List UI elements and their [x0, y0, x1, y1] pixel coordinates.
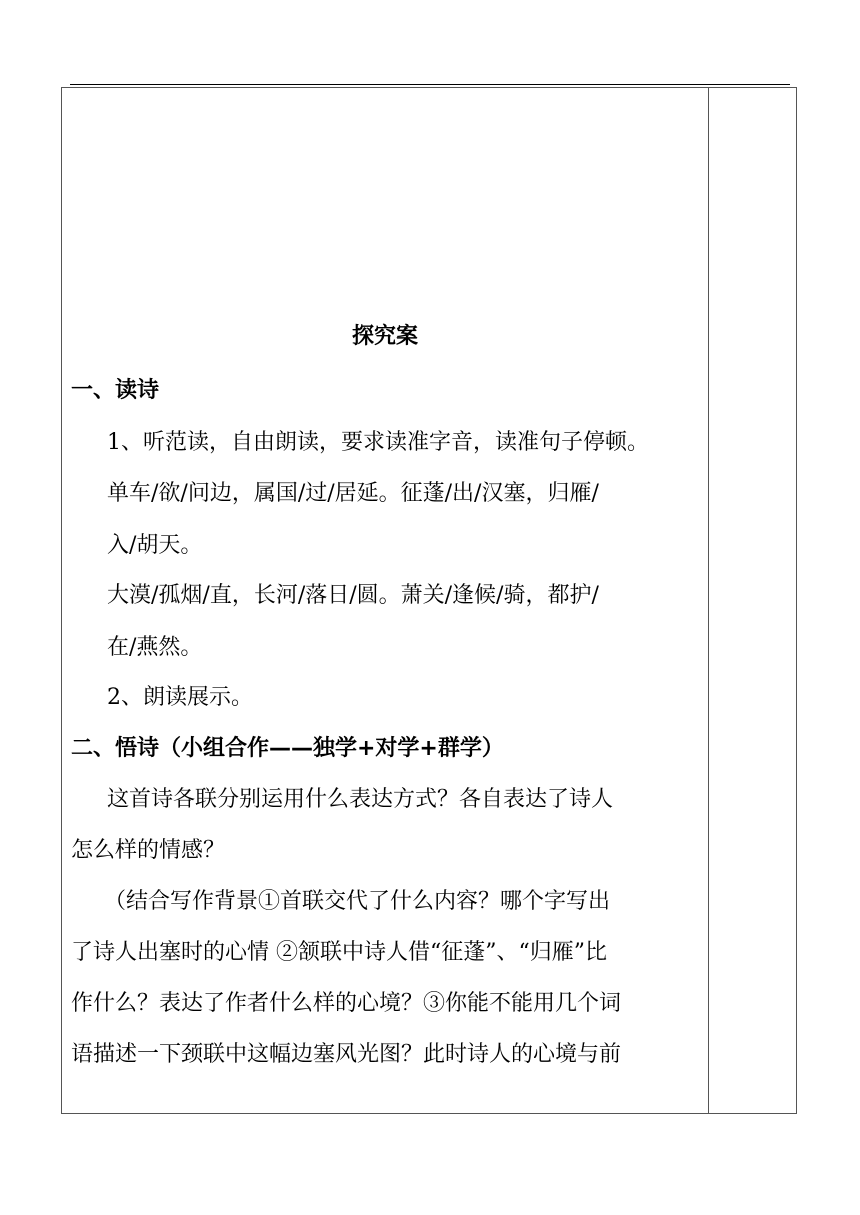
poem-line-3: 大漠/孤烟/直，长河/落日/圆。萧关/逢候/骑，都护/ — [107, 583, 599, 608]
hint-line-1: （结合写作背景①首联交代了什么内容？哪个字写出 — [104, 889, 611, 914]
poem-line-4: 在/燕然。 — [107, 635, 203, 660]
page-title: 探究案 — [351, 324, 418, 349]
question-line-2: 怎么样的情感？ — [71, 838, 226, 863]
poem-line-2: 入/胡天。 — [107, 533, 203, 558]
header-rule — [70, 84, 790, 85]
hint-line-2: 了诗人出塞时的心情 ②颔联中诗人借“征蓬”、“归雁”比 — [71, 940, 607, 965]
section1-heading: 一、读诗 — [71, 378, 160, 403]
hint-line-4: 语描述一下颈联中这幅边塞风光图？此时诗人的心境与前 — [71, 1042, 622, 1067]
poem-line-1: 单车/欲/问边，属国/过/居延。征蓬/出/汉塞，归雁/ — [107, 481, 599, 506]
section2-heading: 二、悟诗（小组合作——独学+对学+群学） — [71, 736, 504, 761]
question-line-1: 这首诗各联分别运用什么表达方式？各自表达了诗人 — [107, 787, 614, 812]
section1-item1: 1、听范读，自由朗读，要求读准字音，读准句子停顿。 — [107, 430, 649, 455]
hint-line-3: 作什么？表达了作者什么样的心境？③你能不能用几个词 — [71, 991, 622, 1016]
column-divider — [708, 87, 709, 1114]
section1-item2: 2、朗读展示。 — [107, 685, 253, 710]
